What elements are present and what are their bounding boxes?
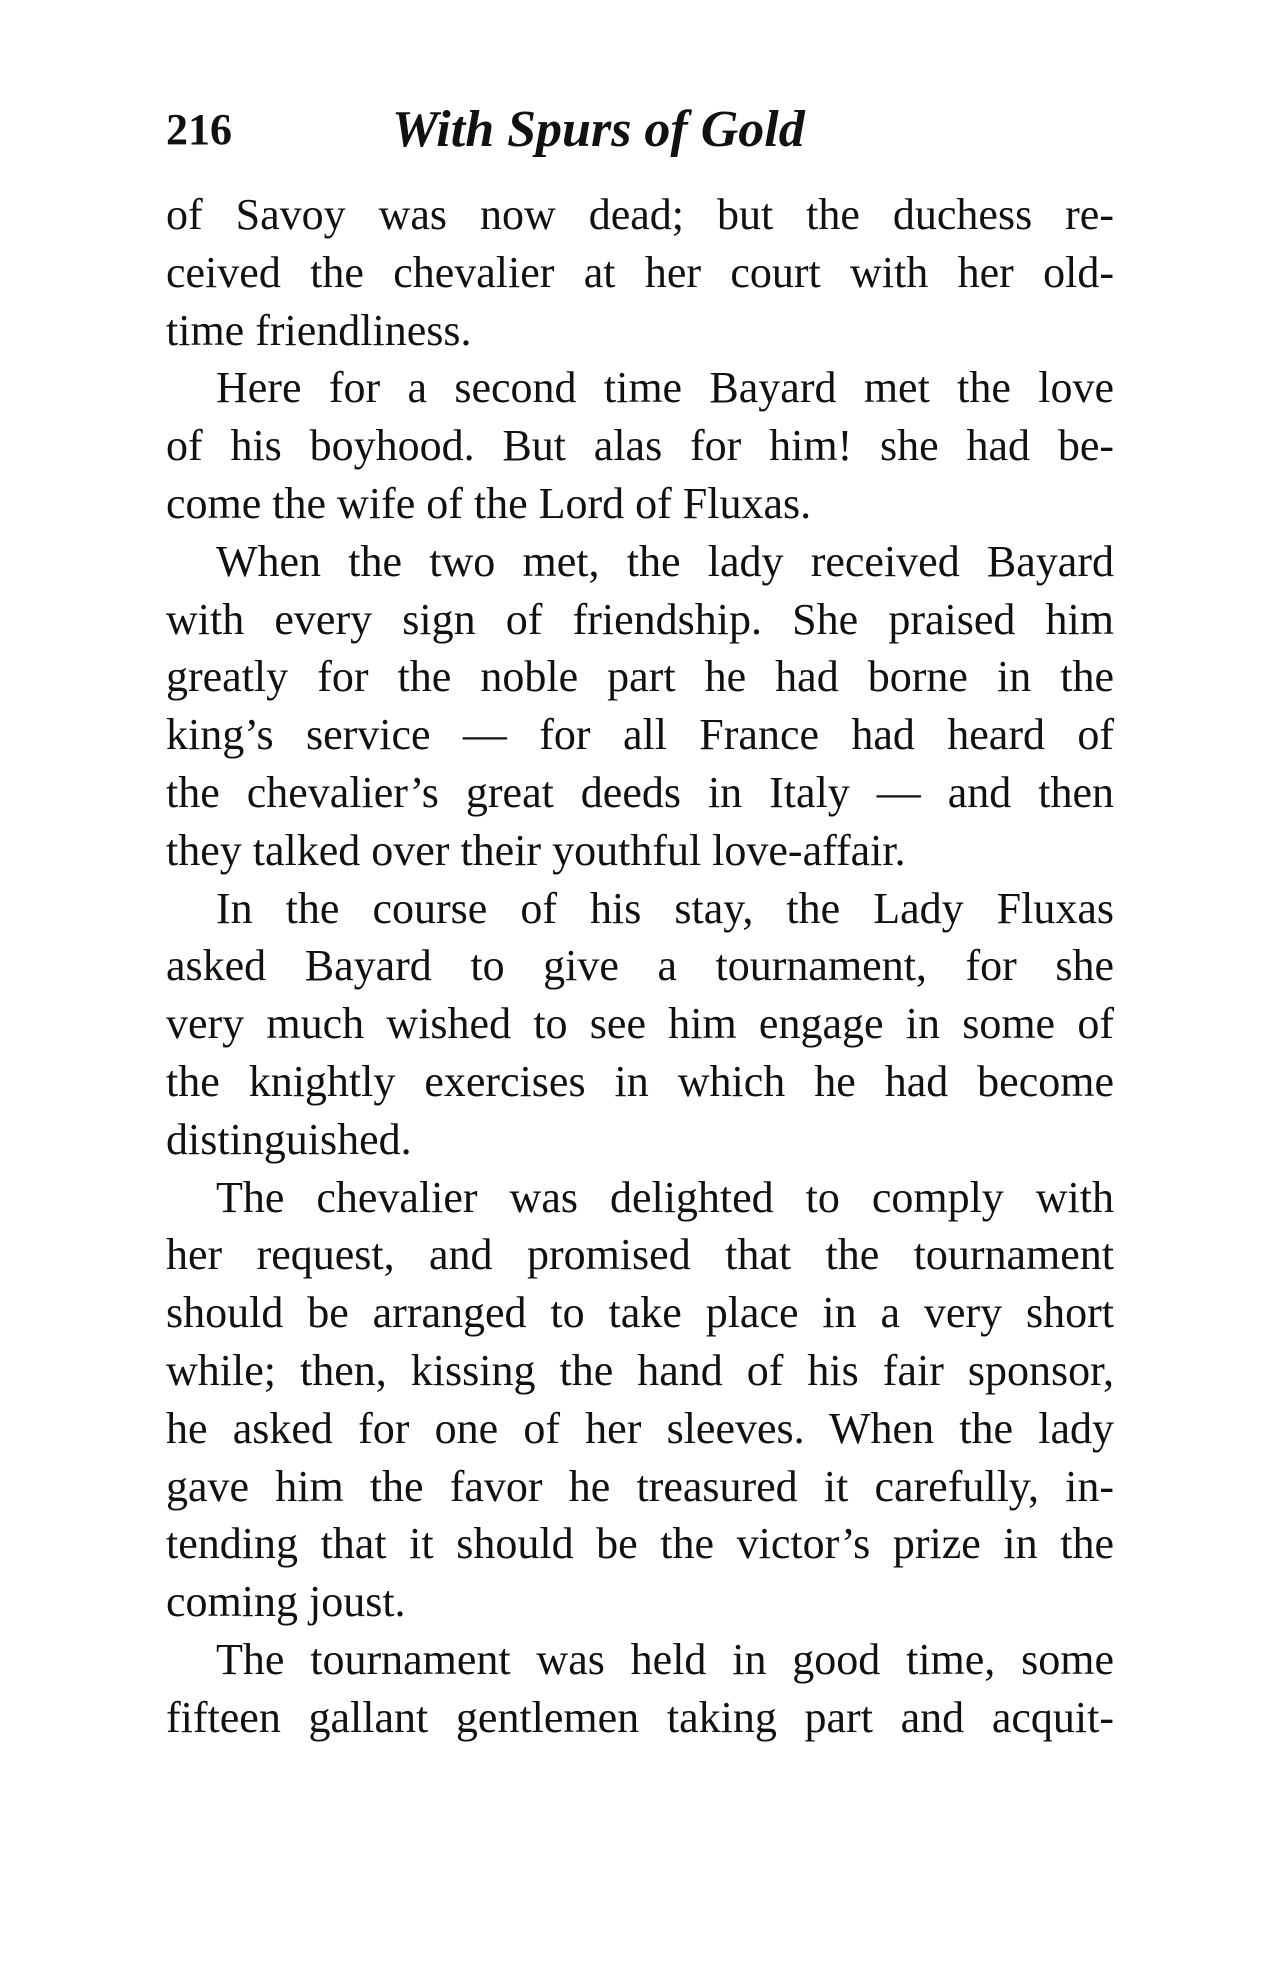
running-title: With Spurs of Gold xyxy=(392,101,805,158)
paragraph-4 xyxy=(166,880,1114,1169)
text-line: ceived the chevalier at her court with her old- xyxy=(166,247,1114,297)
text-line: should be arranged to take place in a very short xyxy=(166,1288,1114,1338)
text-line: The chevalier was delighted to comply with xyxy=(216,1172,1114,1222)
page-header xyxy=(166,100,1126,180)
text-line: of his boyhood. But alas for him! she had be- xyxy=(166,421,1114,471)
body-text xyxy=(166,186,1114,1747)
text-line: the knightly exercises in which he had become xyxy=(166,1056,1114,1106)
page-number: 216 xyxy=(166,105,232,154)
text-line: tending that it should be the victor’s prize in the xyxy=(166,1519,1114,1569)
text-line: In the course of his stay, the Lady Fluxas xyxy=(216,883,1114,933)
paragraph-5 xyxy=(166,1169,1114,1631)
text-line: of Savoy was now dead; but the duchess re- xyxy=(166,190,1114,239)
text-line: The tournament was held in good time, some xyxy=(216,1634,1114,1684)
text-line: her request, and promised that the tournament xyxy=(166,1230,1114,1280)
text-line: coming joust. xyxy=(166,1577,406,1627)
paragraph-3 xyxy=(166,533,1114,880)
paragraph-2 xyxy=(166,359,1114,532)
paragraph-1 xyxy=(166,186,1114,359)
text-line: Here for a second time Bayard met the love xyxy=(216,363,1114,413)
text-line: When the two met, the lady received Bayard xyxy=(216,536,1114,586)
text-line: time friendliness. xyxy=(166,305,472,355)
text-line: asked Bayard to give a tournament, for she xyxy=(166,941,1114,991)
text-line: he asked for one of her sleeves. When the lady xyxy=(166,1403,1114,1453)
text-line: fifteen gallant gentlemen taking part and acquit- xyxy=(166,1692,1114,1742)
text-line: while; then, kissing the hand of his fair sponsor, xyxy=(166,1345,1114,1395)
text-line: distinguished. xyxy=(166,1114,412,1164)
text-line: they talked over their youthful love-affair. xyxy=(166,825,906,875)
text-line: with every sign of friendship. She praised him xyxy=(166,594,1114,644)
text-line: the chevalier’s great deeds in Italy — and then xyxy=(166,767,1114,817)
text-line: king’s service — for all France had heard of xyxy=(166,710,1114,760)
text-line: come the wife of the Lord of Fluxas. xyxy=(166,478,812,528)
paragraph-6 xyxy=(166,1631,1114,1747)
text-line: gave him the favor he treasured it carefully, in- xyxy=(166,1461,1114,1511)
text-line: very much wished to see him engage in some of xyxy=(166,999,1114,1049)
text-line: greatly for the noble part he had borne in the xyxy=(166,652,1114,702)
